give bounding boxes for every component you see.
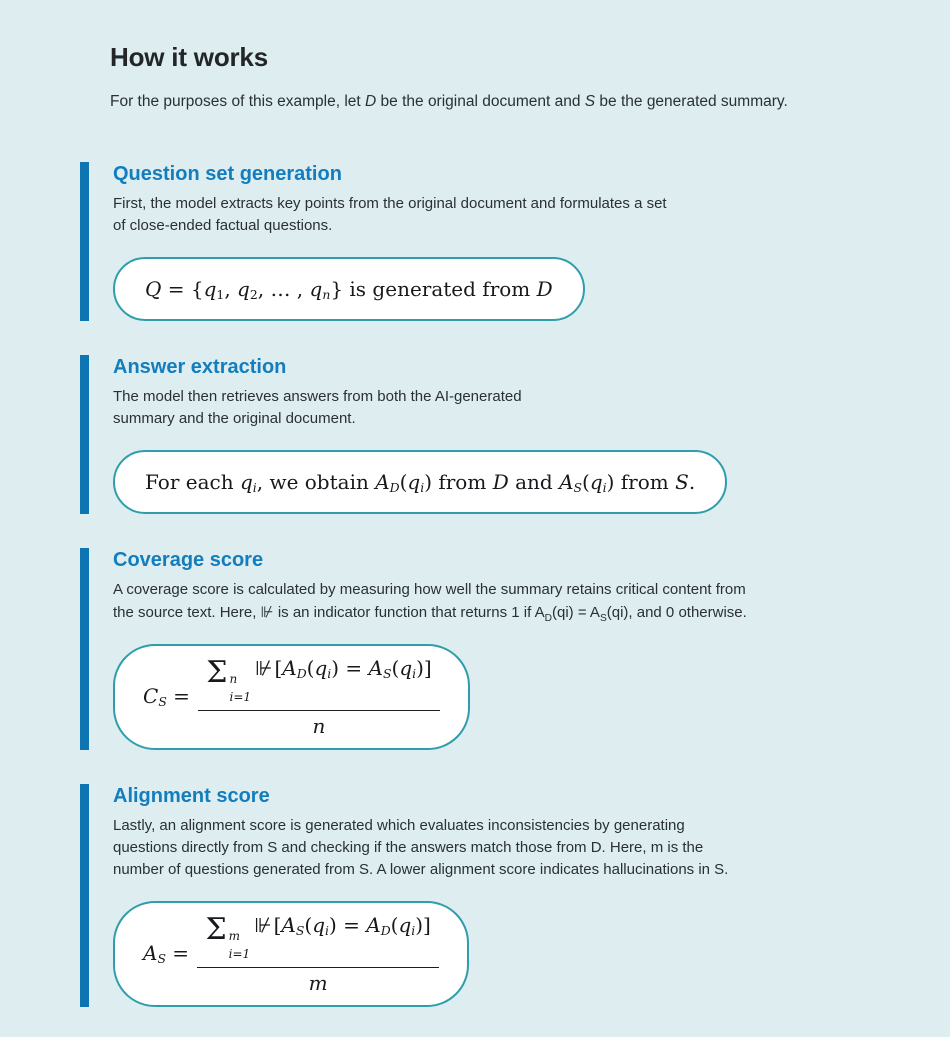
- body-line: Lastly, an alignment score is generated which evaluates inconsistencies by generating: [113, 817, 685, 834]
- page-title: How it works: [110, 42, 268, 72]
- summary-variable: S: [584, 93, 596, 110]
- section-body: [113, 386, 727, 430]
- formula-card: [113, 901, 469, 1007]
- intro-part: be the original document and: [376, 93, 585, 110]
- body-line: The model then retrieves answers from both the AI-generated: [113, 388, 522, 405]
- intro-text: [110, 91, 906, 112]
- subscript-d: D: [544, 613, 552, 624]
- document-variable: D: [365, 93, 377, 110]
- formula-answer-extraction: For each qi, we obtain AD(qi) from D and AS(qi) from S.: [145, 470, 696, 496]
- body-line: questions directly from S and checking if the answers match those from D. Here, m is the: [113, 839, 704, 856]
- accent-bar: [80, 355, 89, 514]
- section-heading: Alignment score: [113, 785, 270, 807]
- section-answer-extraction: [80, 355, 906, 514]
- section-alignment-score: [80, 784, 906, 1007]
- body-part: the source text. Here,: [113, 604, 261, 621]
- subscript-s: S: [599, 613, 607, 624]
- body-line-rich: [113, 601, 747, 624]
- formula-question-set: Q = {q1, q2, … , qn} is generated from D: [145, 277, 553, 303]
- intro-part: be the generated summary.: [595, 93, 788, 110]
- body-part: is an indicator function that returns 1 if A: [273, 604, 545, 621]
- accent-bar: [80, 162, 89, 321]
- section-body: [113, 193, 667, 237]
- body-part: (qi) = A: [552, 604, 600, 621]
- body-part: (qi), and 0 otherwise.: [606, 604, 747, 621]
- formula-alignment-score: AS = Σ m i=1 ⊮ [AS(qi) = AD(qi)] m: [143, 911, 439, 995]
- formula-card: [113, 257, 585, 321]
- formula-coverage-score: CS = Σ n i=1 ⊮ [AD(qi) = AS(qi)] n: [143, 654, 440, 738]
- section-heading: Coverage score: [113, 549, 264, 571]
- section-body: [113, 579, 747, 624]
- intro-part: For the purposes of this example, let: [110, 93, 366, 110]
- body-line: First, the model extracts key points from the original document and formulates a set: [113, 195, 667, 212]
- formula-card: [113, 644, 470, 750]
- section-heading: Answer extraction: [113, 356, 287, 378]
- body-line: number of questions generated from S. A lower alignment score indicates hallucinations in S.: [113, 861, 729, 878]
- section-coverage-score: [80, 548, 906, 750]
- formula-card: [113, 450, 727, 514]
- accent-bar: [80, 548, 89, 750]
- section-content: [113, 162, 667, 321]
- section-body: [113, 815, 728, 881]
- section-heading: Question set generation: [113, 163, 342, 185]
- section-question-set-generation: [80, 162, 906, 321]
- section-content: [113, 784, 728, 1007]
- indicator-symbol: ⊮: [260, 603, 274, 621]
- body-line: summary and the original document.: [113, 410, 356, 427]
- body-line: of close-ended factual questions.: [113, 217, 333, 234]
- accent-bar: [80, 784, 89, 1007]
- section-content: [113, 355, 727, 514]
- section-content: [113, 548, 747, 750]
- body-line: A coverage score is calculated by measuring how well the summary retains critical content from: [113, 581, 746, 598]
